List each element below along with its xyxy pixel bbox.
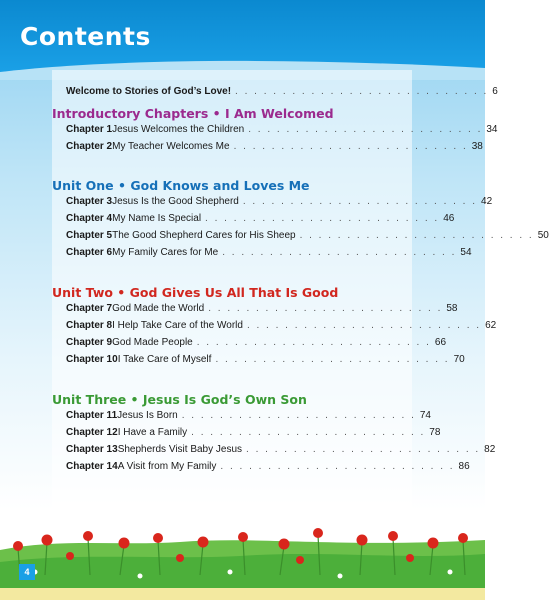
page-title: Contents <box>20 22 151 51</box>
chapter-label: Chapter 1 <box>66 124 113 135</box>
chapter-page: 66 <box>434 337 447 348</box>
section-heading-unit-two: Unit Two • God Gives Us All That Is Good <box>52 285 339 300</box>
welcome-entry[interactable] <box>52 86 498 102</box>
chapter-label: Chapter 14 <box>66 461 118 472</box>
dot-leader: . . . . . . . . . . . . . . . . . . . . . . . . . <box>196 337 431 348</box>
chapter-page: 42 <box>481 196 493 207</box>
section-heading-introductory: Introductory Chapters • I Am Welcomed <box>52 106 334 121</box>
chapter-label: Chapter 9 <box>66 337 113 348</box>
chapter-label: Chapter 13 <box>66 444 118 455</box>
chapter-title: My Family Cares for Me <box>112 247 219 258</box>
chapter-title: God Made People <box>112 337 193 348</box>
chapter-entry[interactable] <box>52 427 441 443</box>
chapter-title: My Teacher Welcomes Me <box>112 141 230 152</box>
dot-leader: . . . . . . . . . . . . . . . . . . . . . . . . . <box>222 247 457 258</box>
chapter-entry[interactable] <box>52 444 496 460</box>
page-number-badge: 4 <box>19 564 35 580</box>
chapter-page: 34 <box>486 124 498 135</box>
chapter-entry[interactable] <box>52 230 549 246</box>
chapter-page: 54 <box>460 247 472 258</box>
dot-leader: . . . . . . . . . . . . . . . . . . . . . . . . . <box>208 303 443 314</box>
chapter-entry[interactable] <box>52 410 431 426</box>
chapter-page: 82 <box>484 444 496 455</box>
dot-leader: . . . . . . . . . . . . . . . . . . . . . . . . . <box>242 196 478 207</box>
chapter-title: I Have a Family <box>117 427 188 438</box>
chapter-entry[interactable] <box>52 337 447 353</box>
chapter-label: Chapter 6 <box>66 247 113 258</box>
dot-leader: . . . . . . . . . . . . . . . . . . . . . . . . . <box>181 410 416 421</box>
chapter-title: Jesus Is the Good Shepherd <box>112 196 239 207</box>
chapter-label: Chapter 11 <box>66 410 118 421</box>
chapter-title: I Take Care of Myself <box>117 354 212 365</box>
section-heading-unit-one: Unit One • God Knows and Loves Me <box>52 178 310 193</box>
sand-strip <box>0 588 485 600</box>
chapter-page: 46 <box>443 213 455 224</box>
chapter-title: My Name Is Special <box>112 213 202 224</box>
dot-leader: . . . . . . . . . . . . . . . . . . . . . . . . . <box>299 230 534 241</box>
chapter-title: I Help Take Care of the World <box>112 320 243 331</box>
chapter-entry[interactable] <box>52 461 470 477</box>
chapter-label: Chapter 3 <box>66 196 113 207</box>
chapter-label: Chapter 5 <box>66 230 113 241</box>
dot-leader: . . . . . . . . . . . . . . . . . . . . . . . . . <box>246 320 482 331</box>
entry-title: Welcome to Stories of God’s Love! <box>66 86 232 97</box>
chapter-entry[interactable] <box>52 213 455 229</box>
chapter-page: 50 <box>537 230 549 241</box>
chapter-label: Chapter 8 <box>66 320 113 331</box>
dot-leader: . . . . . . . . . . . . . . . . . . . . . . . . . <box>220 461 455 472</box>
dot-leader: . . . . . . . . . . . . . . . . . . . . . . . . . <box>191 427 426 438</box>
chapter-entry[interactable] <box>52 354 465 370</box>
chapter-page: 70 <box>453 354 465 365</box>
chapter-page: 74 <box>419 410 431 421</box>
chapter-page: 62 <box>485 320 497 331</box>
chapter-label: Chapter 2 <box>66 141 113 152</box>
chapter-entry[interactable] <box>52 196 493 212</box>
chapter-entry[interactable] <box>52 303 458 319</box>
chapter-title: God Made the World <box>112 303 205 314</box>
chapter-entry[interactable] <box>52 124 498 140</box>
dot-leader: . . . . . . . . . . . . . . . . . . . . . . . . . <box>205 213 440 224</box>
chapter-title: The Good Shepherd Cares for His Sheep <box>112 230 296 241</box>
chapter-title: Jesus Is Born <box>117 410 178 421</box>
chapter-label: Chapter 12 <box>66 427 118 438</box>
chapter-page: 58 <box>446 303 458 314</box>
chapter-entry[interactable] <box>52 320 497 336</box>
chapter-page: 78 <box>429 427 441 438</box>
chapter-title: A Visit from My Family <box>117 461 217 472</box>
chapter-page: 86 <box>458 461 470 472</box>
chapter-title: Jesus Welcomes the Children <box>112 124 245 135</box>
chapter-label: Chapter 10 <box>66 354 118 365</box>
chapter-entry[interactable] <box>52 247 472 263</box>
dot-leader: . . . . . . . . . . . . . . . . . . . . . . . . . . . <box>235 86 489 97</box>
chapter-label: Chapter 7 <box>66 303 113 314</box>
chapter-title: Shepherds Visit Baby Jesus <box>117 444 243 455</box>
chapter-page: 38 <box>471 141 483 152</box>
dot-leader: . . . . . . . . . . . . . . . . . . . . . . . . . <box>248 124 483 135</box>
section-heading-unit-three: Unit Three • Jesus Is God’s Own Son <box>52 392 307 407</box>
dot-leader: . . . . . . . . . . . . . . . . . . . . . . . . . <box>233 141 468 152</box>
entry-page: 6 <box>492 86 498 97</box>
dot-leader: . . . . . . . . . . . . . . . . . . . . . . . . . <box>246 444 481 455</box>
dot-leader: . . . . . . . . . . . . . . . . . . . . . . . . . <box>215 354 450 365</box>
chapter-label: Chapter 4 <box>66 213 113 224</box>
chapter-entry[interactable] <box>52 141 483 157</box>
